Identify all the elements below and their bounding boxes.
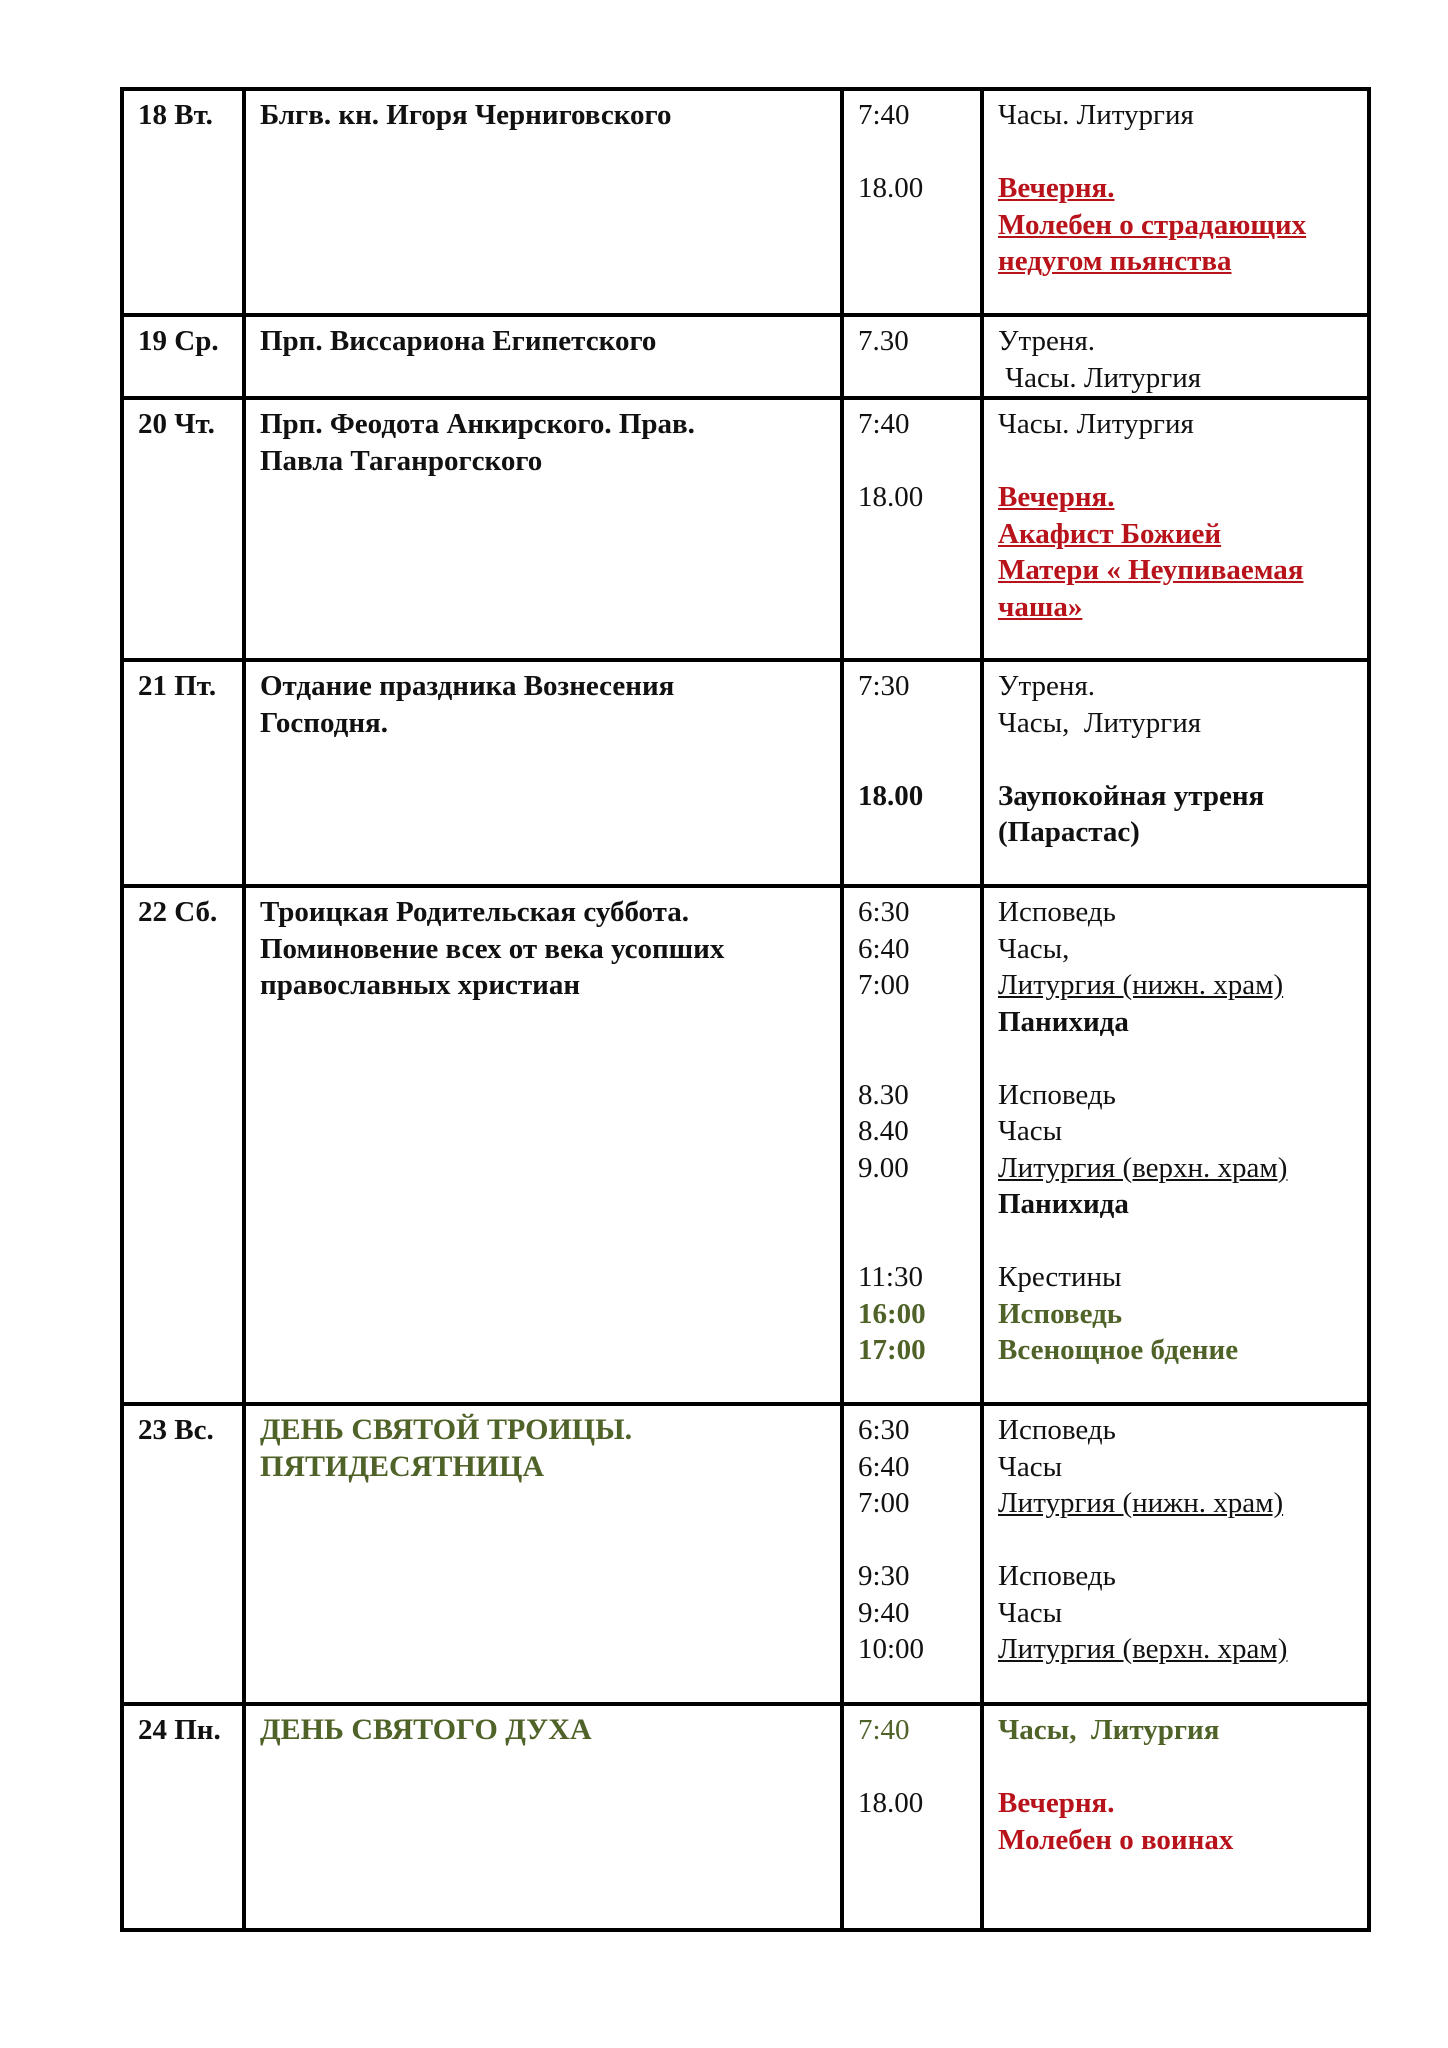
saint-cell bbox=[244, 886, 842, 1404]
saint-cell bbox=[244, 660, 842, 886]
time-line: 7:00 bbox=[858, 1487, 910, 1519]
service-line: Заупокойная утреня bbox=[998, 779, 1265, 812]
date-cell: 22 Сб. bbox=[122, 886, 244, 1404]
time-line: 10:00 bbox=[858, 1633, 925, 1665]
time-cell bbox=[842, 886, 982, 1404]
service-cell bbox=[982, 398, 1369, 660]
service-line: Вечерня. bbox=[998, 1787, 1115, 1819]
service-line: Молебен о страдающих bbox=[998, 208, 1307, 241]
service-line: Панихида bbox=[998, 1188, 1129, 1220]
time-line: 9:30 bbox=[858, 1560, 910, 1592]
service-line: Исповедь bbox=[998, 1297, 1123, 1330]
service-gap bbox=[998, 1223, 1355, 1260]
service-line: Акафист Божией bbox=[998, 517, 1222, 550]
saint-line: Блгв. кн. Игоря Черниговского bbox=[260, 99, 672, 131]
service-cell bbox=[982, 886, 1369, 1404]
service-line: Часы. Литургия bbox=[998, 99, 1194, 131]
service-line: Часы bbox=[998, 1450, 1063, 1483]
date-cell: 18 Вт. bbox=[122, 89, 244, 315]
feast-line: ПЯТИДЕСЯТНИЦА bbox=[260, 1449, 545, 1483]
time-cell bbox=[842, 89, 982, 315]
schedule-row-18 bbox=[122, 89, 1369, 315]
saint-cell bbox=[244, 315, 842, 398]
service-line: (Парастас) bbox=[998, 816, 1140, 848]
time-gap bbox=[858, 741, 968, 778]
service-line: Утреня. bbox=[998, 325, 1096, 357]
time-cell bbox=[842, 660, 982, 886]
saint-line: Прп. Виссариона Египетского bbox=[260, 325, 657, 357]
time-gap bbox=[858, 705, 968, 742]
service-line: недугом пьянства bbox=[998, 245, 1232, 277]
time-line: 6:30 bbox=[858, 896, 910, 928]
schedule-row-19 bbox=[122, 315, 1369, 398]
time-gap bbox=[858, 1223, 968, 1260]
service-line: Крестины bbox=[998, 1261, 1122, 1293]
time-gap bbox=[858, 1186, 968, 1223]
time-line: 7:00 bbox=[858, 969, 910, 1001]
time-line: 18.00 bbox=[858, 172, 924, 204]
service-cell bbox=[982, 1704, 1369, 1930]
service-cell bbox=[982, 660, 1369, 886]
saint-cell bbox=[244, 1404, 842, 1704]
time-line: 6:30 bbox=[858, 1414, 910, 1446]
service-gap bbox=[998, 1040, 1355, 1077]
time-gap bbox=[858, 134, 968, 171]
time-line: 9:40 bbox=[858, 1596, 910, 1629]
service-line: Всенощное бдение bbox=[998, 1334, 1239, 1366]
service-cell bbox=[982, 315, 1369, 398]
feast-line: ДЕНЬ СВЯТОГО ДУХА bbox=[260, 1713, 592, 1746]
service-gap bbox=[998, 741, 1355, 778]
service-line: Литургия (верхн. храм) bbox=[998, 1151, 1288, 1184]
saint-line: православных христиан bbox=[260, 969, 581, 1001]
time-cell bbox=[842, 315, 982, 398]
time-line: 7:40 bbox=[858, 408, 910, 440]
time-line: 16:00 bbox=[858, 1297, 926, 1330]
service-line: чаша» bbox=[998, 590, 1083, 623]
time-gap bbox=[858, 1040, 968, 1077]
saint-line: Отдание праздника Вознесения bbox=[260, 670, 675, 702]
service-line: Литургия (нижн. храм) bbox=[998, 969, 1284, 1001]
service-gap bbox=[998, 1522, 1355, 1559]
time-line: 6:40 bbox=[858, 1450, 910, 1483]
time-line: 9.00 bbox=[858, 1151, 909, 1184]
saint-line: Поминовение всех от века усопших bbox=[260, 932, 725, 965]
service-line: Вечерня. bbox=[998, 172, 1115, 204]
service-line: Часы bbox=[998, 1596, 1063, 1629]
date-cell: 23 Вс. bbox=[122, 1404, 244, 1704]
service-cell bbox=[982, 89, 1369, 315]
saint-line: Павла Таганрогского bbox=[260, 444, 543, 477]
schedule-row-23 bbox=[122, 1404, 1369, 1704]
service-line: Часы. Литургия bbox=[998, 361, 1202, 394]
time-cell bbox=[842, 398, 982, 660]
time-gap bbox=[858, 1004, 968, 1041]
time-line: 11:30 bbox=[858, 1261, 923, 1293]
service-line: Часы, bbox=[998, 932, 1070, 965]
schedule-row-20 bbox=[122, 398, 1369, 660]
time-line: 6:40 bbox=[858, 932, 910, 965]
time-line: 18.00 bbox=[858, 1787, 924, 1819]
service-gap bbox=[998, 134, 1355, 171]
service-gap bbox=[998, 1749, 1355, 1786]
saint-line: Троицкая Родительская суббота. bbox=[260, 896, 690, 928]
service-line: Исповедь bbox=[998, 1078, 1116, 1111]
time-line: 8.30 bbox=[858, 1078, 909, 1111]
service-line: Литургия (верхн. храм) bbox=[998, 1633, 1288, 1665]
date-cell: 24 Пн. bbox=[122, 1704, 244, 1930]
time-line: 7:40 bbox=[858, 1714, 910, 1746]
date-cell: 20 Чт. bbox=[122, 398, 244, 660]
time-gap bbox=[858, 1749, 968, 1786]
service-line: Исповедь bbox=[998, 896, 1116, 928]
service-line: Часы bbox=[998, 1115, 1063, 1147]
time-line: 8.40 bbox=[858, 1115, 909, 1147]
time-line: 7.30 bbox=[858, 325, 909, 357]
saint-cell bbox=[244, 89, 842, 315]
service-line: Вечерня. bbox=[998, 481, 1115, 513]
time-line: 18.00 bbox=[858, 779, 924, 812]
time-cell bbox=[842, 1704, 982, 1930]
service-cell bbox=[982, 1404, 1369, 1704]
service-line: Утреня. bbox=[998, 670, 1096, 702]
service-line: Исповедь bbox=[998, 1414, 1116, 1446]
service-line: Литургия (нижн. храм) bbox=[998, 1487, 1284, 1519]
service-line: Матери « Неупиваемая bbox=[998, 554, 1304, 586]
service-line: Часы, Литургия bbox=[998, 1714, 1220, 1746]
service-line: Панихида bbox=[998, 1005, 1129, 1038]
feast-line: ДЕНЬ СВЯТОЙ ТРОИЦЫ. bbox=[260, 1413, 633, 1446]
schedule-row-24 bbox=[122, 1704, 1369, 1930]
time-cell bbox=[842, 1404, 982, 1704]
date-cell: 21 Пт. bbox=[122, 660, 244, 886]
time-line: 18.00 bbox=[858, 481, 924, 513]
schedule-table bbox=[120, 87, 1371, 1932]
service-line: Исповедь bbox=[998, 1560, 1116, 1592]
time-line: 7:40 bbox=[858, 99, 910, 131]
saint-line: Прп. Феодота Анкирского. Прав. bbox=[260, 408, 695, 440]
saint-cell bbox=[244, 398, 842, 660]
schedule-row-22 bbox=[122, 886, 1369, 1404]
saint-cell bbox=[244, 1704, 842, 1930]
schedule-row-21 bbox=[122, 660, 1369, 886]
service-gap bbox=[998, 443, 1355, 480]
time-line: 17:00 bbox=[858, 1334, 926, 1366]
time-line: 7:30 bbox=[858, 670, 910, 702]
service-line: Часы, Литургия bbox=[998, 706, 1202, 739]
saint-line: Господня. bbox=[260, 706, 388, 739]
date-cell: 19 Ср. bbox=[122, 315, 244, 398]
time-gap bbox=[858, 443, 968, 480]
service-line: Молебен о воинах bbox=[998, 1823, 1234, 1856]
service-line: Часы. Литургия bbox=[998, 408, 1194, 440]
time-gap bbox=[858, 1522, 968, 1559]
